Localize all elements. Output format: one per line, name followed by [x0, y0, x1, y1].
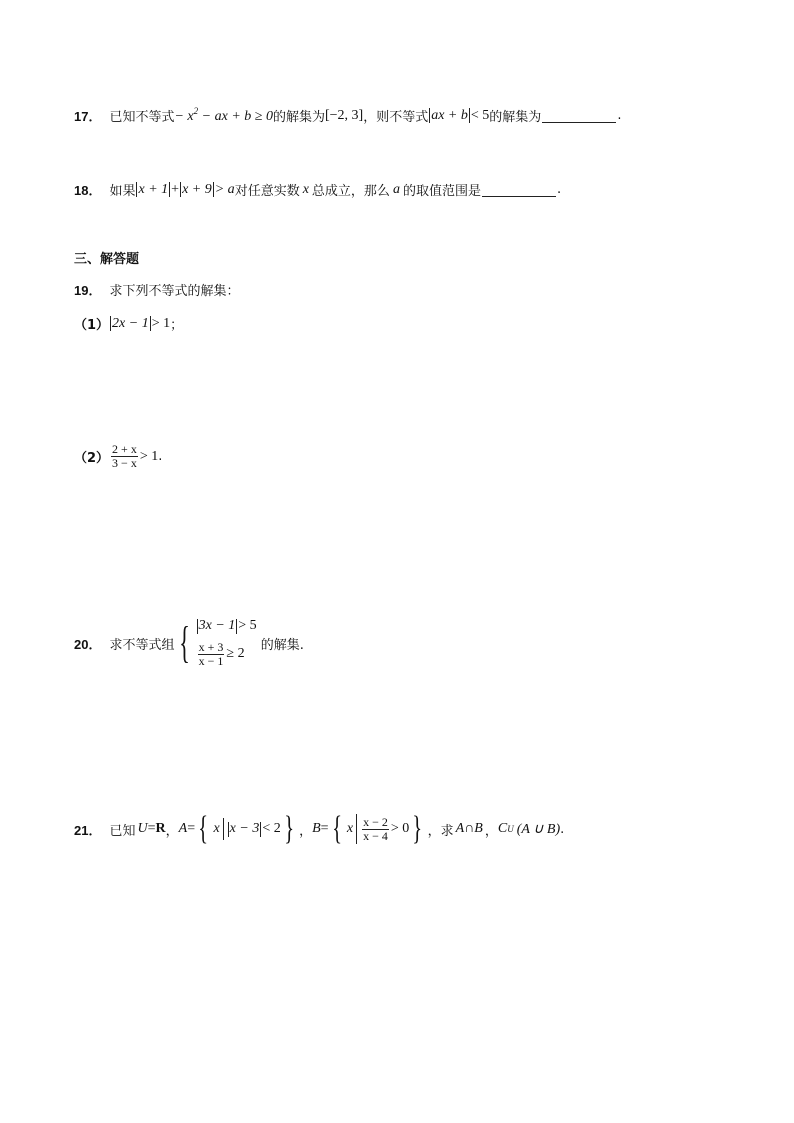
inequality-system: [174, 615, 256, 671]
question-number: 18．: [74, 183, 102, 198]
question-text: 总成立，那么: [311, 184, 390, 199]
math-expression: +: [171, 181, 180, 197]
denominator: 3 − x: [112, 456, 137, 470]
variable: a: [392, 181, 400, 197]
abs-bar: [180, 182, 181, 197]
math-expression: − $x^2$ − ax + b ≥ 0: [174, 106, 273, 124]
math-expression: x + 9: [182, 181, 212, 197]
question-18: [74, 180, 561, 199]
part-label: （1）: [74, 318, 110, 333]
question-19-part-2: [74, 443, 162, 470]
math-expression: > 1: [151, 315, 171, 331]
set-A: { x x − 3 < 2 }: [198, 810, 294, 847]
end-mark: .: [158, 449, 163, 464]
interval: [−2, 3]: [324, 107, 364, 123]
question-number: 21．: [74, 822, 102, 838]
question-number: 17．: [74, 109, 102, 124]
answer-blank[interactable]: [542, 109, 616, 123]
fraction: $\frac{x + 3}{x - 1}$: [198, 639, 224, 668]
question-text: 已知不等式: [109, 110, 175, 125]
left-brace: {: [179, 618, 191, 667]
question-number: 20．: [74, 636, 102, 652]
question-text: 求不等式组: [109, 637, 175, 653]
answer-blank[interactable]: [482, 183, 556, 197]
math-expression: x + 1: [138, 181, 169, 197]
question-text: 的解集为: [489, 110, 542, 125]
question-text: 的取值范围是: [402, 184, 481, 199]
question-text: 已知: [109, 823, 136, 839]
section-heading: 三、解答题: [74, 252, 140, 267]
question-text: 对任意实数: [234, 184, 300, 199]
question-20: [74, 615, 304, 671]
math-expression: > 1: [139, 448, 159, 464]
question-text: 如果: [109, 184, 136, 199]
end-mark: .: [617, 108, 622, 123]
abs-bar: [213, 182, 214, 197]
math-expression: ax + b: [431, 107, 468, 123]
math-expression: 2x − 1: [112, 315, 149, 331]
question-19: [74, 280, 239, 299]
part-label: （2）: [74, 451, 110, 466]
math-expression: < 5: [470, 107, 490, 123]
question-text: 的解集.: [260, 637, 304, 653]
question-text: ，则不等式: [363, 110, 429, 125]
question-number: 19．: [74, 283, 102, 298]
abs-bar: [150, 316, 151, 331]
question-19-part-1: [74, 314, 183, 333]
question-21: 21． 已知 U = R ， A = { x x − 3 < 2 } ， B = { x $\frac{x - 2}{x - 4}$ > 0 } ，求 A∩B ， C U (A ∪ B) .: [74, 810, 565, 847]
question-text: 求下列不等式的解集：: [109, 284, 240, 299]
math-expression: > a: [214, 181, 235, 197]
numerator: 2 + x: [112, 442, 137, 456]
abs-bar: [469, 108, 470, 123]
end-mark: ；: [170, 318, 184, 333]
abs-bar: [110, 316, 111, 331]
system-row: $\frac{x + 3}{x - 1}$ ≥ 2: [198, 639, 245, 668]
variable: x: [302, 181, 309, 197]
system-row: 3x − 1 > 5: [198, 618, 257, 633]
fraction: [111, 443, 138, 470]
set-B: { x $\frac{x - 2}{x - 4}$ > 0 }: [331, 810, 423, 847]
fraction: $\frac{x - 2}{x - 4}$: [363, 814, 388, 843]
abs-bar: [429, 108, 430, 123]
end-mark: .: [556, 182, 562, 197]
abs-bar: [169, 182, 170, 197]
question-17: [74, 106, 621, 125]
question-text: 的解集为: [272, 110, 325, 125]
